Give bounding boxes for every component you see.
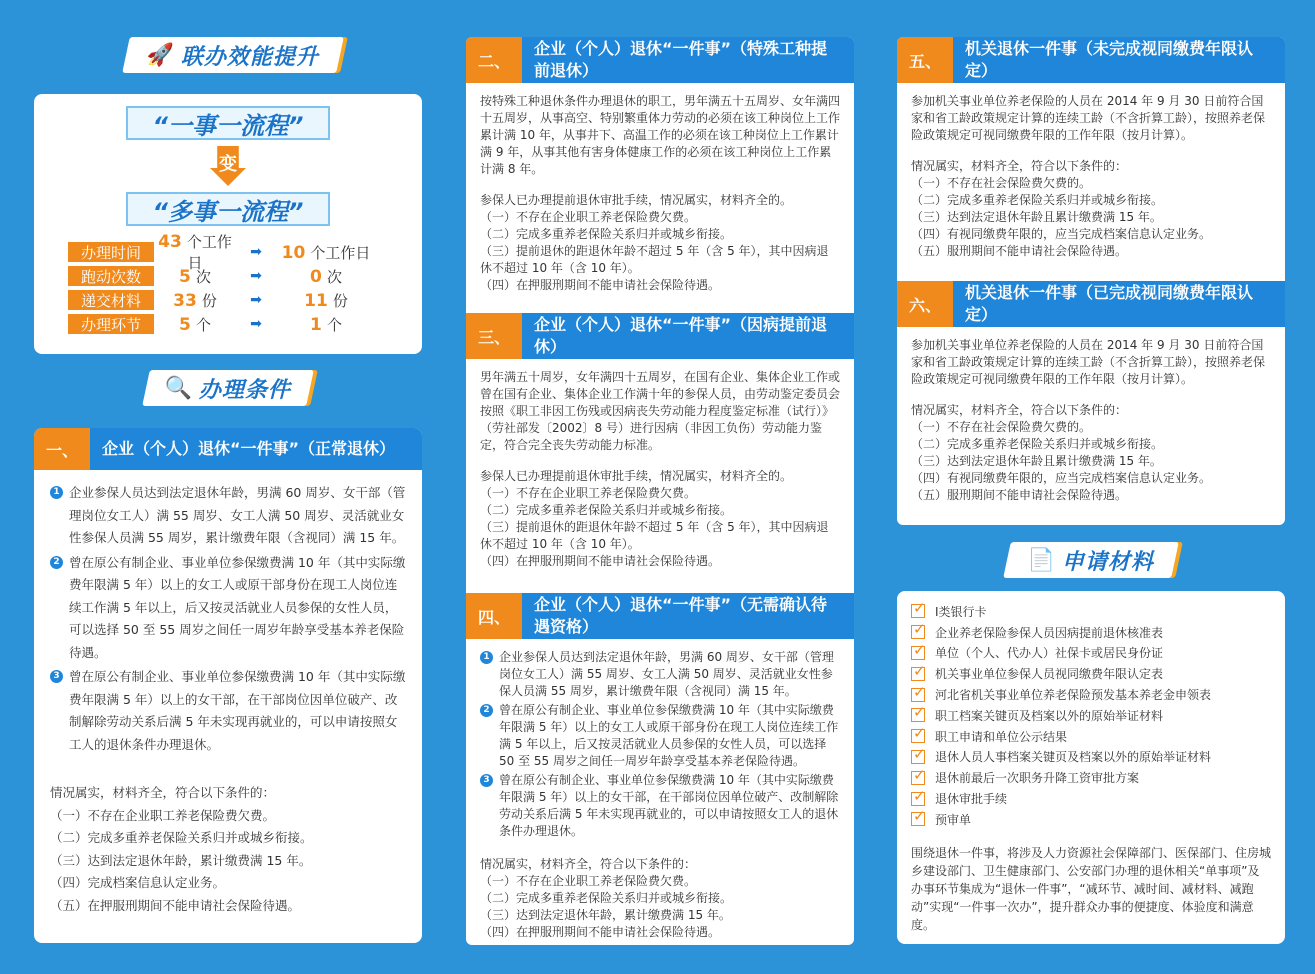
rocket-icon: 🚀 (147, 42, 175, 68)
stat-from: 5 次 (179, 266, 211, 287)
section-3-intro: 男年满五十周岁，女年满四十五周岁，在国有企业、集体企业工作或曾在国有企业、集体企业工作满十年的参保人员，由劳动鉴定委员会按照《职工非因工伤残或因病丧失劳动能力程度鉴定标准（试行）》（劳社部发〔2002〕8 号）进行因病（非因工负伤）劳动能力鉴定，符合完全丧失劳动能力标准。 (480, 370, 841, 452)
number-3-icon: 3 (50, 670, 63, 683)
condition-line: （三）达到法定退休年龄且累计缴费满 15 年。 (911, 210, 1162, 224)
checkbox-checked-icon (911, 812, 925, 826)
materials-title: 申请材料 (1061, 549, 1154, 575)
number-3-icon: 3 (480, 774, 493, 787)
material-label: 河北省机关事业单位养老保险预发基本养老金申领表 (935, 688, 1212, 703)
stats-table (34, 232, 422, 336)
right-top-card (897, 37, 1285, 525)
section-5-header (897, 37, 1285, 83)
flow-to-box: “多事一流程” (126, 192, 330, 226)
stat-to: 0 次 (310, 266, 342, 287)
section-2-cond-intro: 参保人已办理提前退休审批手续，情况属实，材料齐全的。 (480, 193, 793, 207)
section-2-intro: 按特殊工种退休条件办理退休的职工，男年满五十五周岁、女年满四十五周岁，从事高空、特别繁重体力劳动的必须在该工种岗位上工作累计满 10 年，从事井下、高温工作的必须在该工种岗位上工作累计满 9 年，从事其他有害身体健康工作的必须在该工种岗位上工作累计满 8 年。 (480, 94, 841, 176)
condition-line: （三）达到法定退休年龄，累计缴费满 15 年。 (480, 908, 731, 922)
stat-to: 11 份 (304, 290, 348, 311)
section-3-header (466, 313, 854, 359)
section-6-number: 六、 (897, 281, 953, 327)
section-5-cond-intro: 情况属实，材料齐全，符合以下条件的： (911, 159, 1128, 173)
number-1-icon: 1 (480, 651, 493, 664)
material-item (911, 726, 1271, 747)
stat-from: 43 个工作日 (158, 232, 232, 272)
section-3-body (466, 359, 854, 593)
checkbox-checked-icon (911, 604, 925, 618)
section-1-number: 一、 (34, 428, 90, 470)
middle-card (466, 37, 854, 945)
right-arrow-icon: ➡ (250, 316, 262, 332)
section-4-title: 企业（个人）退休“一件事”（无需确认待遇资格） (522, 593, 854, 639)
flow-card (34, 94, 422, 354)
section-4-cond-intro: 情况属实，材料齐全，符合以下条件的： (480, 857, 697, 871)
material-item (911, 601, 1271, 622)
search-list-icon: 🔍 (165, 375, 193, 401)
stat-label: 办理环节 (68, 314, 154, 334)
section-5-intro: 参加机关事业单位养老保险的人员在 2014 年 9 月 30 日前符合国家和省工龄政策规定计算的连续工龄（不含折算工龄），按照养老保险政策规定可视同缴费年限的工作年限（按月计算）。 (911, 94, 1266, 142)
document-icon: 📄 (1028, 547, 1056, 573)
checkbox-checked-icon (911, 667, 925, 681)
checkbox-checked-icon (911, 750, 925, 764)
stat-row (34, 264, 422, 288)
section-1-cond-intro: 情况属实，材料齐全，符合以下条件的： (50, 785, 276, 800)
material-item (911, 684, 1271, 705)
material-label: 单位（个人、代办人）社保卡或居民身份证 (935, 646, 1164, 661)
material-item (911, 663, 1271, 684)
material-item (911, 767, 1271, 788)
efficiency-tag (122, 37, 344, 73)
stat-label: 递交材料 (68, 290, 154, 310)
material-label: 职工档案关键页及档案以外的原始举证材料 (935, 708, 1164, 723)
condition-line: （二）完成多重养老保险关系归并或城乡衔接。 (911, 437, 1164, 451)
material-item (911, 705, 1271, 726)
stat-from: 5 个 (179, 314, 211, 335)
conditions-title: 办理条件 (198, 377, 291, 403)
section-4-body (466, 639, 854, 945)
material-label: Ⅰ类银行卡 (935, 604, 987, 619)
condition-line: （三）达到法定退休年龄且累计缴费满 15 年。 (911, 454, 1162, 468)
section-3-title: 企业（个人）退休“一件事”（因病提前退休） (522, 313, 854, 359)
section-6-cond-intro: 情况属实，材料齐全，符合以下条件的： (911, 403, 1128, 417)
section-2-number: 二、 (466, 37, 522, 83)
condition-line: （二）完成多重养老保险关系归并或城乡衔接。 (480, 503, 733, 517)
section-1-title: 企业（个人）退休“一件事”（正常退休） (90, 428, 422, 470)
section-6-header (897, 281, 1285, 327)
condition-line: （四）有视同缴费年限的，应当完成档案信息认定业务。 (911, 227, 1212, 241)
condition-line: （一）不存在企业职工养老保险费欠费。 (480, 874, 697, 888)
right-arrow-icon: ➡ (250, 244, 262, 260)
change-label: 变 (219, 154, 237, 175)
checkbox-checked-icon (911, 708, 925, 722)
condition-line: （四）在押服刑期间不能申请社会保险待遇。 (480, 554, 721, 568)
section-2-title: 企业（个人）退休“一件事”（特殊工种提前退休） (522, 37, 854, 83)
material-label: 预审单 (935, 812, 972, 827)
conditions-tag (142, 370, 314, 406)
section-5-body (897, 83, 1285, 281)
list-item: 1 企业参保人员达到法定退休年龄，男满 60 周岁、女干部（管理岗位女工人）满 55 周岁、女工人满 50 周岁、灵活就业女性参保人员满 55 周岁，累计缴费年限（含视同）满 15 年。 (480, 649, 840, 700)
checkbox-checked-icon (911, 729, 925, 743)
list-item: 3 曾在原公有制企业、事业单位参保缴费满 10 年（其中实际缴费年限满 5 年）以上的女干部，在干部岗位因单位破产、改制解除劳动关系后满 5 年未实现再就业的，可以申请按照女工人的退休条件办理退休。 (480, 772, 840, 840)
checkbox-checked-icon (911, 625, 925, 639)
section-1-header (34, 428, 422, 470)
condition-line: （一）不存在社会保险费欠费的。 (911, 176, 1092, 190)
checkbox-checked-icon (911, 688, 925, 702)
number-2-icon: 2 (480, 704, 493, 717)
condition-line: （五）服刑期间不能申请社会保险待遇。 (911, 488, 1128, 502)
stat-row (34, 312, 422, 336)
material-item (911, 747, 1271, 768)
condition-line: （一）不存在企业职工养老保险费欠费。 (480, 210, 697, 224)
list-item: 2 曾在原公有制企业、事业单位参保缴费满 10 年（其中实际缴费年限满 5 年）以上的女工人或原干部身份在现工人岗位连续工作满 5 年以上，后又按灵活就业人员参保的女性人员，可以选择 50 至 55 周岁之间任一周岁年龄享受基本养老保险待遇。 (50, 552, 406, 665)
condition-line: （一）不存在社会保险费欠费的。 (911, 420, 1092, 434)
section-4-number: 四、 (466, 593, 522, 639)
stat-from: 33 份 (173, 290, 217, 311)
stat-label: 办理时间 (68, 242, 154, 262)
section-2-body (466, 83, 854, 313)
section-6-body (897, 327, 1285, 514)
stat-row (34, 232, 422, 272)
list-item: 1 企业参保人员达到法定退休年龄，男满 60 周岁、女干部（管理岗位女工人）满 55 周岁、女工人满 50 周岁、灵活就业女性参保人员满 55 周岁，累计缴费年限（含视同）满 15 年。 (50, 482, 406, 550)
material-item (911, 643, 1271, 664)
section-4-header (466, 593, 854, 639)
flow-from-box: “一事一流程” (126, 106, 330, 140)
materials-card (897, 591, 1285, 944)
materials-tag (1003, 542, 1179, 578)
section-1-body (34, 470, 422, 929)
material-label: 退休审批手续 (935, 792, 1008, 807)
section-1-card (34, 428, 422, 943)
condition-line: （二）完成多重养老保险关系归并或城乡衔接。 (911, 193, 1164, 207)
stat-to: 1 个 (310, 314, 342, 335)
condition-line: （三）提前退休的距退休年龄不超过 5 年（含 5 年），其中因病退休不超过 10 年（含 10 年）。 (480, 520, 829, 551)
material-label: 企业养老保险参保人员因病提前退休核准表 (935, 625, 1164, 640)
material-label: 职工申请和单位公示结果 (935, 729, 1068, 744)
condition-line: （四）在押服刑期间不能申请社会保险待遇。 (480, 925, 721, 939)
section-3-number: 三、 (466, 313, 522, 359)
checkbox-checked-icon (911, 792, 925, 806)
condition-line: （二）完成多重养老保险关系归并或城乡衔接。 (50, 830, 313, 845)
condition-line: （四）完成档案信息认定业务。 (50, 875, 226, 890)
section-6-title: 机关退休一件事（已完成视同缴费年限认定） (953, 281, 1285, 327)
condition-line: （四）在押服刑期间不能申请社会保险待遇。 (480, 278, 721, 292)
material-label: 退休人员人事档案关键页及档案以外的原始举证材料 (935, 750, 1212, 765)
material-label: 退休前最后一次职务升降工资审批方案 (935, 771, 1140, 786)
condition-line: （二）完成多重养老保险关系归并或城乡衔接。 (480, 891, 733, 905)
condition-line: （二）完成多重养老保险关系归并或城乡衔接。 (480, 227, 733, 241)
section-6-intro: 参加机关事业单位养老保险的人员在 2014 年 9 月 30 日前符合国家和省工龄政策规定计算的连续工龄（不含折算工龄），按照养老保险政策规定可视同缴费年限的工作年限（按月计算）。 (911, 338, 1266, 386)
change-arrow (206, 146, 250, 186)
condition-line: （一）不存在企业职工养老保险费欠费。 (480, 486, 697, 500)
material-item (911, 788, 1271, 809)
section-3-cond-intro: 参保人已办理提前退休审批手续，情况属实，材料齐全的。 (480, 469, 793, 483)
materials-list (897, 591, 1285, 944)
checkbox-checked-icon (911, 646, 925, 660)
section-5-title: 机关退休一件事（未完成视同缴费年限认定） (953, 37, 1285, 83)
list-item: 3 曾在原公有制企业、事业单位参保缴费满 10 年（其中实际缴费年限满 5 年）以上的女干部，在干部岗位因单位破产、改制解除劳动关系后满 5 年未实现再就业的，可以申请按照女工人的退休条件办理退休。 (50, 666, 406, 756)
checkbox-checked-icon (911, 771, 925, 785)
condition-line: （一）不存在企业职工养老保险费欠费。 (50, 807, 276, 823)
number-1-icon: 1 (50, 486, 63, 499)
condition-line: （四）有视同缴费年限的，应当完成档案信息认定业务。 (911, 471, 1212, 485)
right-arrow-icon: ➡ (250, 268, 262, 284)
condition-line: （三）提前退休的距退休年龄不超过 5 年（含 5 年），其中因病退休不超过 10 年（含 10 年）。 (480, 244, 829, 275)
list-item: 2 曾在原公有制企业、事业单位参保缴费满 10 年（其中实际缴费年限满 5 年）以上的女工人或原干部身份在现工人岗位连续工作满 5 年以上，后又按灵活就业人员参保的女性人员，可以选择 50 至 55 周岁之间任一周岁年龄享受基本养老保险待遇。 (480, 702, 840, 770)
condition-line: （三）达到法定退休年龄，累计缴费满 15 年。 (50, 852, 312, 868)
material-item (911, 622, 1271, 643)
number-2-icon: 2 (50, 556, 63, 569)
section-5-number: 五、 (897, 37, 953, 83)
condition-line: （五）在押服刑期间不能申请社会保险待遇。 (50, 897, 301, 913)
section-2-header (466, 37, 854, 83)
material-label: 机关事业单位参保人员视同缴费年限认定表 (935, 667, 1164, 682)
stat-to: 10 个工作日 (281, 242, 371, 263)
condition-line: （五）服刑期间不能申请社会保险待遇。 (911, 244, 1128, 258)
stat-label: 跑动次数 (68, 266, 154, 286)
material-item (911, 809, 1271, 830)
right-arrow-icon: ➡ (250, 292, 262, 308)
efficiency-title: 联办效能提升 (180, 44, 319, 70)
materials-note: 围绕退休一件事，将涉及人力资源社会保障部门、医保部门、住房城乡建设部门、卫生健康部门、公安部门办理的退休相关“单事项”及办事环节集成为“退休一件事”，“减环节、减时间、减材料、减跑动”实现“一件事一次办”，提升群众办事的便捷度、体验度和满意度。 (911, 845, 1272, 932)
stat-row (34, 288, 422, 312)
